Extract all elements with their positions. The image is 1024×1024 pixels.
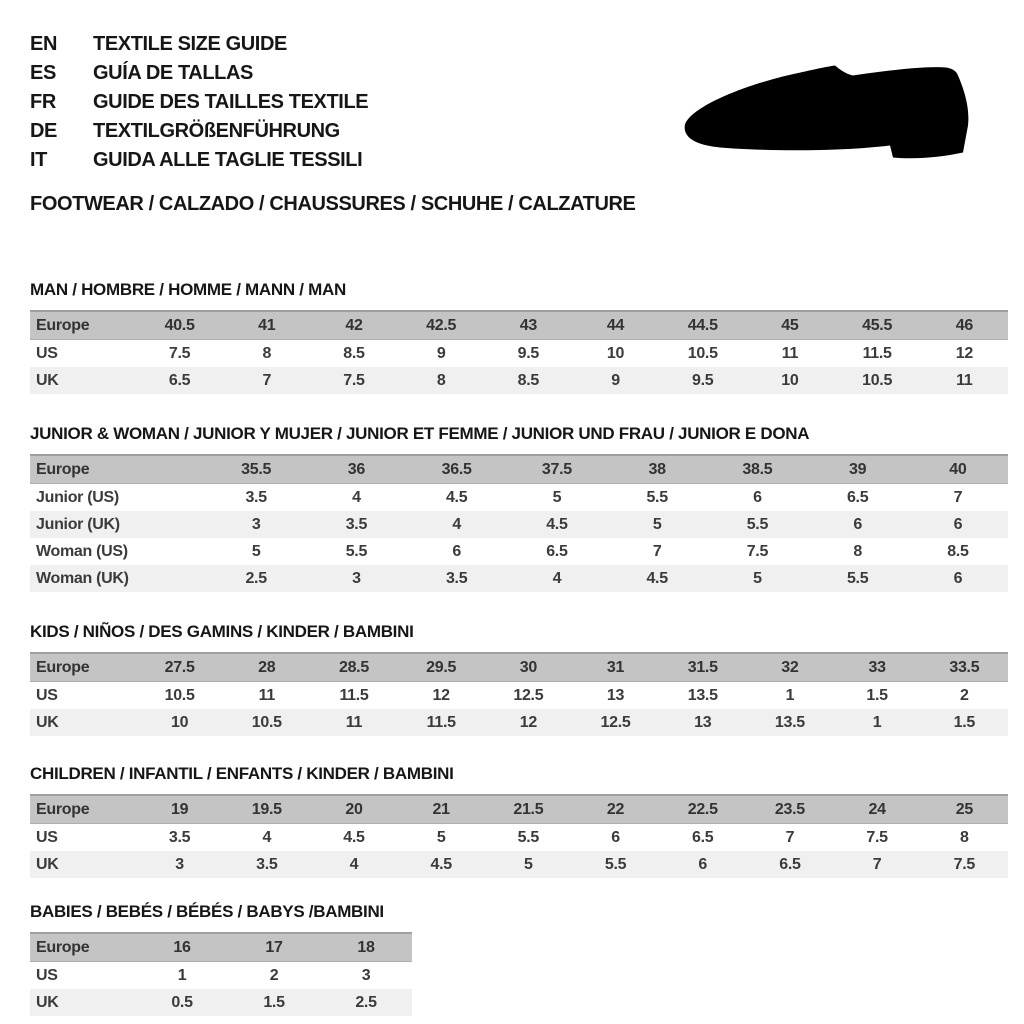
size-value: 21 bbox=[398, 795, 485, 824]
size-value: 8.5 bbox=[310, 340, 397, 368]
size-value: 4 bbox=[306, 484, 406, 512]
size-value: 4 bbox=[223, 824, 310, 852]
size-value: 7 bbox=[908, 484, 1008, 512]
size-value: 2.5 bbox=[320, 989, 412, 1016]
table-row bbox=[30, 484, 1008, 512]
row-label: UK bbox=[30, 989, 136, 1016]
size-value: 42.5 bbox=[398, 311, 485, 340]
table-row bbox=[30, 851, 1008, 878]
size-value: 1.5 bbox=[228, 989, 320, 1016]
language-guide-title: GUIDE DES TAILLES TEXTILE bbox=[93, 91, 369, 113]
size-value: 5.5 bbox=[572, 851, 659, 878]
size-value: 3.5 bbox=[407, 565, 507, 592]
size-value: 1.5 bbox=[834, 682, 921, 710]
size-section bbox=[30, 424, 1010, 592]
size-tables bbox=[30, 280, 1010, 1016]
size-value: 8 bbox=[398, 367, 485, 394]
size-value: 2.5 bbox=[206, 565, 306, 592]
size-value: 7.5 bbox=[136, 340, 223, 368]
size-value: 11 bbox=[746, 340, 833, 368]
language-code: EN bbox=[30, 33, 57, 55]
size-value: 33 bbox=[834, 653, 921, 682]
size-value: 6 bbox=[407, 538, 507, 565]
size-value: 11 bbox=[310, 709, 397, 736]
size-value: 36 bbox=[306, 455, 406, 484]
size-value: 3 bbox=[306, 565, 406, 592]
size-value: 1.5 bbox=[921, 709, 1008, 736]
size-value: 6 bbox=[707, 484, 807, 512]
size-value: 27.5 bbox=[136, 653, 223, 682]
row-label: Junior (UK) bbox=[30, 511, 206, 538]
table-row bbox=[30, 311, 1008, 340]
size-section bbox=[30, 902, 1010, 1016]
size-value: 6 bbox=[659, 851, 746, 878]
size-value: 9.5 bbox=[659, 367, 746, 394]
size-value: 6 bbox=[808, 511, 908, 538]
table-row bbox=[30, 538, 1008, 565]
size-value: 6 bbox=[908, 565, 1008, 592]
size-value: 5.5 bbox=[485, 824, 572, 852]
size-table bbox=[30, 794, 1008, 878]
size-value: 10.5 bbox=[223, 709, 310, 736]
size-value: 7.5 bbox=[921, 851, 1008, 878]
language-guide-title: TEXTILE SIZE GUIDE bbox=[93, 33, 287, 55]
size-value: 20 bbox=[310, 795, 397, 824]
size-value: 10 bbox=[136, 709, 223, 736]
row-label: US bbox=[30, 340, 136, 368]
size-value: 5 bbox=[398, 824, 485, 852]
size-value: 6 bbox=[908, 511, 1008, 538]
table-row bbox=[30, 565, 1008, 592]
size-value: 3 bbox=[136, 851, 223, 878]
size-value: 5 bbox=[206, 538, 306, 565]
size-value: 6.5 bbox=[746, 851, 833, 878]
size-value: 13 bbox=[572, 682, 659, 710]
language-code: ES bbox=[30, 62, 56, 84]
size-value: 42 bbox=[310, 311, 397, 340]
size-value: 19.5 bbox=[223, 795, 310, 824]
size-value: 7 bbox=[607, 538, 707, 565]
row-label: US bbox=[30, 682, 136, 710]
size-value: 31.5 bbox=[659, 653, 746, 682]
size-value: 3 bbox=[206, 511, 306, 538]
section-title: MAN / HOMBRE / HOMME / MANN / MAN bbox=[30, 280, 346, 299]
size-value: 8 bbox=[223, 340, 310, 368]
size-value: 40 bbox=[908, 455, 1008, 484]
size-value: 35.5 bbox=[206, 455, 306, 484]
size-value: 3.5 bbox=[206, 484, 306, 512]
size-value: 40.5 bbox=[136, 311, 223, 340]
table-row bbox=[30, 340, 1008, 368]
size-value: 13.5 bbox=[746, 709, 833, 736]
size-value: 4.5 bbox=[310, 824, 397, 852]
size-value: 22 bbox=[572, 795, 659, 824]
size-value: 28 bbox=[223, 653, 310, 682]
table-row bbox=[30, 367, 1008, 394]
language-guide-title: TEXTILGRÖßENFÜHRUNG bbox=[93, 120, 340, 142]
size-value: 3.5 bbox=[223, 851, 310, 878]
size-table bbox=[30, 454, 1008, 592]
language-code: FR bbox=[30, 91, 56, 113]
size-value: 2 bbox=[228, 962, 320, 990]
size-value: 3 bbox=[320, 962, 412, 990]
row-label: Woman (US) bbox=[30, 538, 206, 565]
size-value: 24 bbox=[834, 795, 921, 824]
size-value: 5.5 bbox=[707, 511, 807, 538]
size-table bbox=[30, 652, 1008, 736]
size-value: 18 bbox=[320, 933, 412, 962]
table-row bbox=[30, 989, 412, 1016]
size-value: 5 bbox=[607, 511, 707, 538]
size-value: 12.5 bbox=[485, 682, 572, 710]
size-value: 4.5 bbox=[407, 484, 507, 512]
size-section bbox=[30, 764, 1010, 878]
table-row bbox=[30, 824, 1008, 852]
size-value: 0.5 bbox=[136, 989, 228, 1016]
row-label: Europe bbox=[30, 795, 136, 824]
size-value: 7 bbox=[746, 824, 833, 852]
size-value: 7.5 bbox=[310, 367, 397, 394]
shoe-icon bbox=[680, 55, 975, 165]
size-section bbox=[30, 622, 1010, 736]
size-value: 5 bbox=[485, 851, 572, 878]
size-value: 4.5 bbox=[398, 851, 485, 878]
size-value: 41 bbox=[223, 311, 310, 340]
size-value: 3.5 bbox=[136, 824, 223, 852]
size-value: 5 bbox=[507, 484, 607, 512]
row-label: Junior (US) bbox=[30, 484, 206, 512]
size-value: 17 bbox=[228, 933, 320, 962]
size-value: 39 bbox=[808, 455, 908, 484]
size-value: 22.5 bbox=[659, 795, 746, 824]
size-value: 12.5 bbox=[572, 709, 659, 736]
size-value: 44.5 bbox=[659, 311, 746, 340]
size-value: 12 bbox=[921, 340, 1008, 368]
size-value: 10.5 bbox=[834, 367, 921, 394]
size-value: 7 bbox=[834, 851, 921, 878]
row-label: UK bbox=[30, 709, 136, 736]
size-value: 23.5 bbox=[746, 795, 833, 824]
size-value: 28.5 bbox=[310, 653, 397, 682]
size-value: 10 bbox=[746, 367, 833, 394]
size-value: 1 bbox=[834, 709, 921, 736]
size-value: 38 bbox=[607, 455, 707, 484]
row-label: Europe bbox=[30, 455, 206, 484]
size-value: 1 bbox=[136, 962, 228, 990]
size-value: 6 bbox=[572, 824, 659, 852]
size-value: 19 bbox=[136, 795, 223, 824]
size-value: 29.5 bbox=[398, 653, 485, 682]
size-value: 4 bbox=[507, 565, 607, 592]
size-value: 9 bbox=[572, 367, 659, 394]
table-row bbox=[30, 455, 1008, 484]
row-label: UK bbox=[30, 367, 136, 394]
size-value: 45.5 bbox=[834, 311, 921, 340]
size-value: 8.5 bbox=[485, 367, 572, 394]
table-row bbox=[30, 933, 412, 962]
language-code: DE bbox=[30, 120, 57, 142]
row-label: US bbox=[30, 824, 136, 852]
section-title: CHILDREN / INFANTIL / ENFANTS / KINDER / BAMBINI bbox=[30, 764, 454, 783]
row-label: US bbox=[30, 962, 136, 990]
size-value: 10.5 bbox=[136, 682, 223, 710]
size-value: 13.5 bbox=[659, 682, 746, 710]
size-value: 5.5 bbox=[306, 538, 406, 565]
size-value: 2 bbox=[921, 682, 1008, 710]
size-value: 8 bbox=[808, 538, 908, 565]
size-section bbox=[30, 280, 1010, 394]
section-title: JUNIOR & WOMAN / JUNIOR Y MUJER / JUNIOR ET FEMME / JUNIOR UND FRAU / JUNIOR E DONA bbox=[30, 424, 810, 443]
size-value: 6.5 bbox=[808, 484, 908, 512]
size-value: 7 bbox=[223, 367, 310, 394]
category-line: FOOTWEAR / CALZADO / CHAUSSURES / SCHUHE / CALZATURE bbox=[30, 193, 636, 215]
language-guide-title: GUÍA DE TALLAS bbox=[93, 62, 253, 84]
size-value: 44 bbox=[572, 311, 659, 340]
size-value: 16 bbox=[136, 933, 228, 962]
size-value: 43 bbox=[485, 311, 572, 340]
size-value: 9.5 bbox=[485, 340, 572, 368]
size-value: 11.5 bbox=[310, 682, 397, 710]
language-code: IT bbox=[30, 149, 47, 171]
size-value: 6.5 bbox=[136, 367, 223, 394]
size-value: 12 bbox=[398, 682, 485, 710]
size-table bbox=[30, 932, 412, 1016]
size-value: 7.5 bbox=[834, 824, 921, 852]
size-value: 5.5 bbox=[808, 565, 908, 592]
table-row bbox=[30, 653, 1008, 682]
table-row bbox=[30, 682, 1008, 710]
size-value: 10 bbox=[572, 340, 659, 368]
size-value: 11 bbox=[921, 367, 1008, 394]
size-value: 46 bbox=[921, 311, 1008, 340]
size-table bbox=[30, 310, 1008, 394]
size-value: 4.5 bbox=[607, 565, 707, 592]
section-title: KIDS / NIÑOS / DES GAMINS / KINDER / BAMBINI bbox=[30, 622, 414, 641]
size-value: 12 bbox=[485, 709, 572, 736]
row-label: Europe bbox=[30, 653, 136, 682]
size-value: 6.5 bbox=[507, 538, 607, 565]
size-value: 8.5 bbox=[908, 538, 1008, 565]
size-value: 5 bbox=[707, 565, 807, 592]
row-label: Europe bbox=[30, 311, 136, 340]
row-label: Europe bbox=[30, 933, 136, 962]
size-value: 11.5 bbox=[834, 340, 921, 368]
size-value: 32 bbox=[746, 653, 833, 682]
size-value: 4 bbox=[310, 851, 397, 878]
size-value: 11.5 bbox=[398, 709, 485, 736]
size-value: 25 bbox=[921, 795, 1008, 824]
section-title: BABIES / BEBÉS / BÉBÉS / BABYS /BAMBINI bbox=[30, 902, 384, 921]
size-value: 36.5 bbox=[407, 455, 507, 484]
size-value: 1 bbox=[746, 682, 833, 710]
table-row bbox=[30, 709, 1008, 736]
size-value: 37.5 bbox=[507, 455, 607, 484]
table-row bbox=[30, 962, 412, 990]
size-value: 8 bbox=[921, 824, 1008, 852]
size-value: 4.5 bbox=[507, 511, 607, 538]
table-row bbox=[30, 511, 1008, 538]
size-value: 4 bbox=[407, 511, 507, 538]
size-value: 13 bbox=[659, 709, 746, 736]
size-value: 3.5 bbox=[306, 511, 406, 538]
size-value: 38.5 bbox=[707, 455, 807, 484]
language-guide-title: GUIDA ALLE TAGLIE TESSILI bbox=[93, 149, 363, 171]
size-value: 11 bbox=[223, 682, 310, 710]
size-value: 5.5 bbox=[607, 484, 707, 512]
size-value: 45 bbox=[746, 311, 833, 340]
table-row bbox=[30, 795, 1008, 824]
size-value: 30 bbox=[485, 653, 572, 682]
row-label: UK bbox=[30, 851, 136, 878]
size-value: 33.5 bbox=[921, 653, 1008, 682]
size-value: 6.5 bbox=[659, 824, 746, 852]
size-value: 7.5 bbox=[707, 538, 807, 565]
size-value: 21.5 bbox=[485, 795, 572, 824]
row-label: Woman (UK) bbox=[30, 565, 206, 592]
size-value: 31 bbox=[572, 653, 659, 682]
size-value: 9 bbox=[398, 340, 485, 368]
size-value: 10.5 bbox=[659, 340, 746, 368]
